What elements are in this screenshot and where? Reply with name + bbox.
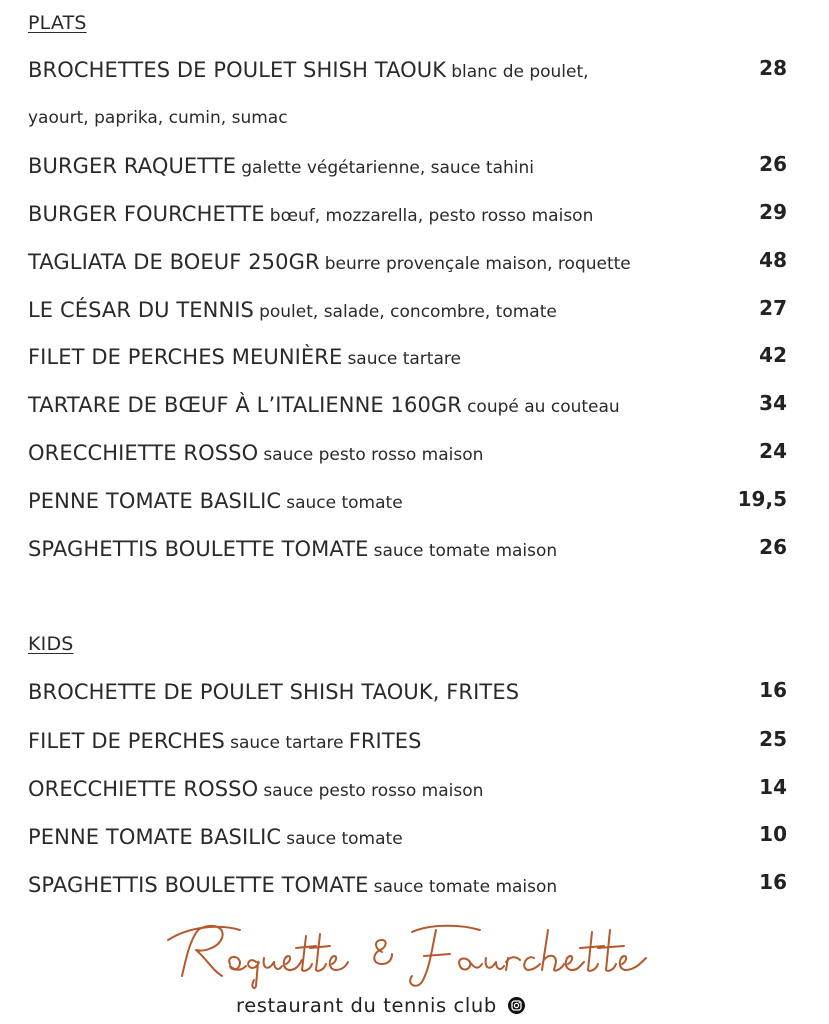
dish-price: 10: [759, 822, 787, 846]
dish-name: BURGER FOURCHETTE: [28, 202, 265, 226]
dish-name: SPAGHETTIS BOULETTE TOMATE: [28, 873, 369, 897]
menu-item: [28, 873, 728, 897]
dish-description: sauce tomate: [286, 493, 403, 513]
dish-description: coupé au couteau: [467, 397, 620, 417]
menu-item: [28, 680, 728, 704]
section-title-kids: KIDS: [28, 633, 74, 655]
dish-price: 29: [759, 200, 787, 224]
dish-description: poulet, salade, concombre, tomate: [259, 302, 557, 322]
dish-description: sauce pesto rosso maison: [263, 445, 484, 465]
menu-item: [28, 298, 728, 322]
dish-name: BROCHETTE DE POULET SHISH TAOUK, FRITES: [28, 680, 520, 704]
menu-item-continuation: [28, 108, 728, 128]
instagram-icon[interactable]: [508, 996, 525, 1013]
dish-name: FILET DE PERCHES: [28, 729, 225, 753]
menu-item: [28, 58, 728, 82]
dish-description: sauce tartare: [230, 733, 344, 753]
menu-item: [28, 537, 728, 561]
menu-item: [28, 729, 728, 753]
dish-price: 27: [759, 296, 787, 320]
tagline-text: restaurant du tennis club: [236, 994, 497, 1017]
dish-name: ORECCHIETTE ROSSO: [28, 777, 259, 801]
dish-name: TAGLIATA DE BOEUF 250GR: [28, 250, 320, 274]
dish-description: sauce tomate maison: [373, 877, 558, 897]
menu-item: [28, 489, 728, 513]
dish-description: yaourt, paprika, cumin, sumac: [28, 108, 288, 128]
dish-price: 16: [759, 678, 787, 702]
menu-item: [28, 825, 728, 849]
menu-item: [28, 777, 728, 801]
dish-description: blanc de poulet,: [451, 62, 589, 82]
dish-price: 48: [759, 248, 787, 272]
menu-item: [28, 345, 728, 369]
dish-price: 24: [759, 439, 787, 463]
restaurant-logo: [160, 918, 660, 993]
dish-name: SPAGHETTIS BOULETTE TOMATE: [28, 537, 369, 561]
dish-price: 28: [759, 56, 787, 80]
dish-price: 19,5: [737, 487, 787, 511]
dish-name: PENNE TOMATE BASILIC: [28, 825, 282, 849]
menu-item: [28, 154, 728, 178]
dish-name: BROCHETTES DE POULET SHISH TAOUK: [28, 58, 447, 82]
dish-description: sauce pesto rosso maison: [263, 781, 484, 801]
menu-item: [28, 250, 728, 274]
dish-description: sauce tartare: [347, 349, 461, 369]
dish-description: beurre provençale maison, roquette: [324, 254, 631, 274]
dish-price: 14: [759, 775, 787, 799]
dish-side: FRITES: [348, 729, 422, 753]
dish-description: bœuf, mozzarella, pesto rosso maison: [269, 206, 594, 226]
dish-name: TARTARE DE BŒUF À L’ITALIENNE 160GR: [28, 393, 462, 417]
dish-name: BURGER RAQUETTE: [28, 154, 237, 178]
dish-name: PENNE TOMATE BASILIC: [28, 489, 282, 513]
dish-price: 26: [759, 535, 787, 559]
dish-description: sauce tomate: [286, 829, 403, 849]
dish-price: 25: [759, 727, 787, 751]
dish-price: 42: [759, 343, 787, 367]
dish-name: FILET DE PERCHES MEUNIÈRE: [28, 345, 343, 369]
menu-item: [28, 393, 728, 417]
section-title-plats: PLATS: [28, 12, 87, 34]
dish-description: galette végétarienne, sauce tahini: [241, 158, 534, 178]
logo-script-lettering: [160, 918, 660, 993]
dish-price: 16: [759, 870, 787, 894]
dish-name: ORECCHIETTE ROSSO: [28, 441, 259, 465]
menu-item: [28, 441, 728, 465]
dish-price: 26: [759, 152, 787, 176]
dish-name: LE CÉSAR DU TENNIS: [28, 298, 254, 322]
menu-item: [28, 202, 728, 226]
dish-price: 34: [759, 391, 787, 415]
dish-description: sauce tomate maison: [373, 541, 558, 561]
restaurant-tagline: [236, 994, 525, 1017]
